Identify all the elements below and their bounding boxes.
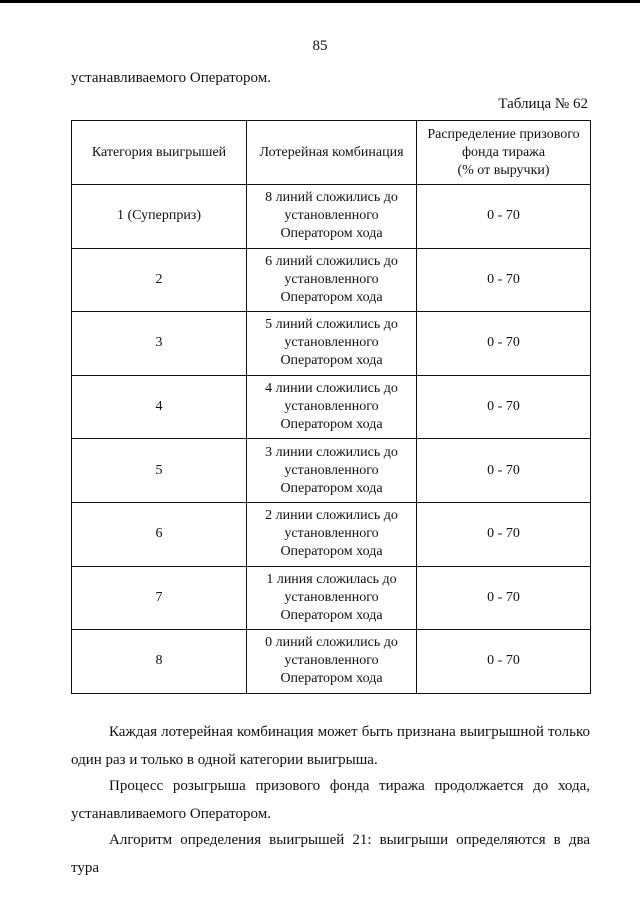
cell-category: 1 (Суперприз) [72,185,247,249]
combination-line: установленного [284,271,379,287]
table-row [72,630,591,694]
cell-combination [247,502,417,566]
cell-category: 3 [72,312,247,376]
cell-category: 2 [72,248,247,312]
cell-distribution: 0 - 70 [417,185,591,249]
cell-distribution: 0 - 70 [417,312,591,376]
cell-combination [247,375,417,439]
cell-category: 6 [72,502,247,566]
table-row [72,502,591,566]
combination-line: установленного [284,526,379,542]
combination-line: 4 линии сложились до [265,381,398,397]
combination-line: Оператором хода [280,417,383,433]
combination-line: 6 линий сложились до [265,253,398,269]
cell-distribution: 0 - 70 [417,566,591,630]
combination-line: установленного [284,589,379,605]
cell-combination [247,439,417,503]
combination-line: Оператором хода [280,226,383,242]
combination-line: 2 линии сложились до [265,508,398,524]
table-row [72,566,591,630]
combination-line: установленного [284,335,379,351]
combination-line: Оператором хода [280,607,383,623]
cell-distribution: 0 - 70 [417,502,591,566]
cell-category: 8 [72,630,247,694]
top-border-line [0,0,640,3]
header-distribution-line-1: Распределение призового [427,126,580,142]
combination-line: 1 линия сложилась до [266,571,397,587]
cell-combination [247,630,417,694]
cell-category: 5 [72,439,247,503]
header-combination: Лотерейная комбинация [247,121,417,185]
combination-line: установленного [284,208,379,224]
combination-line: Оператором хода [280,544,383,560]
combination-line: 8 линий сложились до [265,190,398,206]
combination-line: установленного [284,462,379,478]
cell-distribution: 0 - 70 [417,439,591,503]
table-row [72,375,591,439]
page-number: 85 [312,38,328,54]
cell-category: 4 [72,375,247,439]
table-row [72,439,591,503]
cell-distribution: 0 - 70 [417,248,591,312]
combination-line: Оператором хода [280,353,383,369]
combination-line: Оператором хода [280,289,383,305]
continuation-text: устанавливаемого Оператором. [71,70,271,86]
header-distribution [417,121,591,185]
table-row [72,248,591,312]
combination-line: Оператором хода [280,480,383,496]
prize-distribution-table [71,120,591,694]
paragraph-draw-process-text: Процесс розыгрыша призового фонда тиража продолжается до хода, устанавливаемого Оператором. [71,778,590,822]
combination-line: Оператором хода [280,671,383,687]
table-row [72,185,591,249]
header-distribution-line-2: фонда тиража [461,144,546,160]
table-header-row [72,121,591,185]
table-row [72,312,591,376]
combination-line: 3 линии сложились до [265,444,398,460]
cell-combination [247,566,417,630]
cell-distribution: 0 - 70 [417,375,591,439]
combination-line: 0 линий сложились до [265,635,398,651]
paragraph-algorithm [71,826,590,882]
cell-category: 7 [72,566,247,630]
cell-combination [247,185,417,249]
combination-line: 5 линий сложились до [265,317,398,333]
header-category: Категория выигрышей [72,121,247,185]
paragraph-single-win-text: Каждая лотерейная комбинация может быть признана выигрышной только один раз и только в одной категории выигрыша. [71,724,590,768]
combination-line: установленного [284,399,379,415]
paragraph-single-win [71,718,590,774]
combination-line: установленного [284,653,379,669]
header-distribution-line-3: (% от выручки) [457,162,550,178]
table-body [72,185,591,694]
cell-combination [247,312,417,376]
cell-combination [247,248,417,312]
paragraph-algorithm-text: Алгоритм определения выигрышей 21: выигрыши определяются в два тура [71,832,590,876]
table-caption: Таблица № 62 [498,96,588,112]
paragraph-draw-process [71,772,590,828]
cell-distribution: 0 - 70 [417,630,591,694]
